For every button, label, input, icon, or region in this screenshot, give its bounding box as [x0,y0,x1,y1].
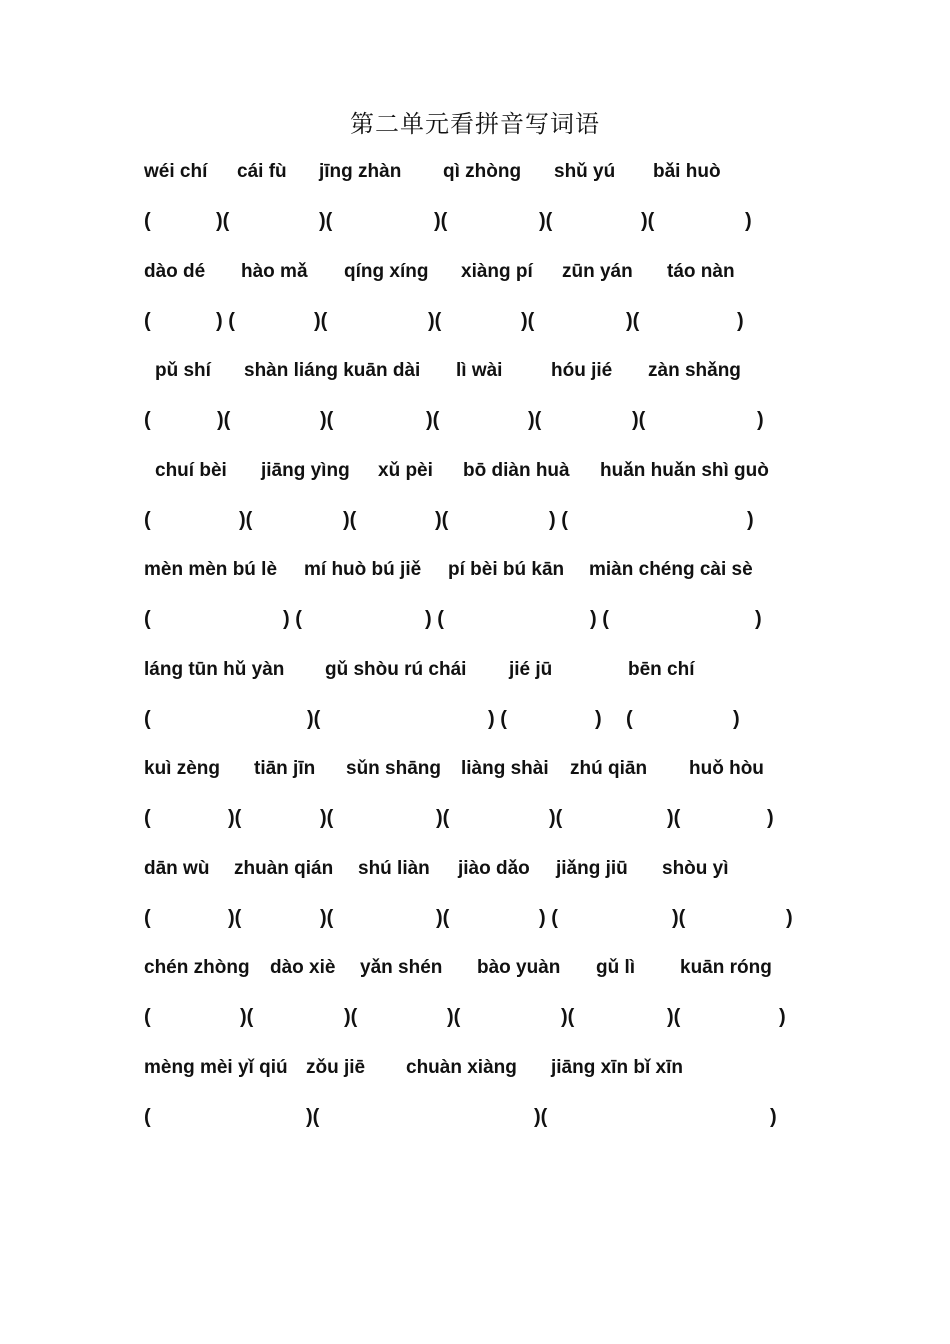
answer-parenthesis: ) ( [539,907,558,929]
answer-parenthesis: ) [755,608,762,630]
answer-parenthesis: ( [144,310,151,332]
answer-row [0,807,950,837]
pinyin-word: miàn chéng cài sè [589,559,753,580]
pinyin-word: lì wài [456,360,503,381]
pinyin-word: pǔ shí [155,360,211,381]
answer-parenthesis: ( [144,807,151,829]
answer-parenthesis: ( [144,708,151,730]
pinyin-word: shú liàn [358,858,430,879]
answer-parenthesis: ( [144,210,151,232]
answer-parenthesis: )( [549,807,563,829]
pinyin-word: chén zhòng [144,957,250,978]
pinyin-word: láng tūn hǔ yàn [144,659,285,680]
pinyin-row [0,261,950,291]
answer-parenthesis: )( [307,708,321,730]
answer-parenthesis: ( [626,708,633,730]
pinyin-word: zūn yán [562,261,633,282]
answer-parenthesis: ) ( [549,509,568,531]
answer-parenthesis: )( [667,1006,681,1028]
pinyin-word: sǔn shāng [346,758,442,779]
pinyin-word: hào mǎ [241,261,308,282]
pinyin-word: cái fù [237,161,287,182]
answer-parenthesis: )( [434,210,448,232]
answer-parenthesis: ) [737,310,744,332]
answer-parenthesis: ( [144,907,151,929]
answer-parenthesis: ) ( [283,608,302,630]
answer-parenthesis: ) ( [425,608,444,630]
pinyin-word: chuàn xiàng [406,1057,517,1078]
answer-parenthesis: )( [632,409,646,431]
answer-parenthesis: )( [320,907,334,929]
pinyin-word: jiāng yìng [261,460,350,481]
answer-row [0,210,950,240]
answer-parenthesis: )( [561,1006,575,1028]
answer-row [0,1006,950,1036]
pinyin-word: táo nàn [667,261,735,282]
pinyin-word: mèng mèi yǐ qiú [144,1057,288,1078]
pinyin-word: chuí bèi [155,460,227,481]
answer-parenthesis: ) [595,708,602,730]
answer-parenthesis: )( [240,1006,254,1028]
pinyin-word: huǎn huǎn shì guò [600,460,769,481]
answer-parenthesis: )( [521,310,535,332]
pinyin-word: bō diàn huà [463,460,570,481]
answer-parenthesis: )( [217,409,231,431]
page-title: 第二单元看拼音写词语 [350,110,600,138]
answer-parenthesis: )( [228,907,242,929]
answer-parenthesis: )( [436,807,450,829]
pinyin-word: qì zhòng [443,161,522,182]
answer-parenthesis: ) [770,1106,777,1128]
answer-parenthesis: )( [539,210,553,232]
answer-parenthesis: ) ( [488,708,507,730]
answer-row [0,708,950,738]
pinyin-word: shàn liáng kuān dài [244,360,421,381]
answer-parenthesis: )( [216,210,230,232]
answer-parenthesis: )( [320,807,334,829]
pinyin-word: pí bèi bú kān [448,559,565,580]
pinyin-word: dào dé [144,261,206,282]
pinyin-word: bào yuàn [477,957,561,978]
pinyin-row [0,360,950,390]
answer-parenthesis: )( [239,509,253,531]
pinyin-word: zàn shǎng [648,360,741,381]
pinyin-row [0,460,950,490]
answer-row [0,608,950,638]
answer-parenthesis: )( [343,509,357,531]
pinyin-row [0,858,950,888]
pinyin-word: xǔ pèi [378,460,433,481]
pinyin-word: wéi chí [144,161,208,182]
answer-parenthesis: ) [779,1006,786,1028]
answer-parenthesis: ) [757,409,764,431]
answer-parenthesis: )( [667,807,681,829]
answer-parenthesis: ( [144,608,151,630]
pinyin-word: shǔ yú [554,161,616,182]
answer-parenthesis: )( [428,310,442,332]
pinyin-word: gǔ lì [596,957,636,978]
answer-parenthesis: )( [306,1106,320,1128]
answer-parenthesis: ( [144,1006,151,1028]
pinyin-word: liàng shài [461,758,549,779]
answer-row [0,509,950,539]
pinyin-word: bēn chí [628,659,695,680]
pinyin-word: zhuàn qián [234,858,334,879]
answer-row [0,1106,950,1136]
answer-parenthesis: )( [447,1006,461,1028]
pinyin-word: jiāng xīn bǐ xīn [551,1057,683,1078]
answer-parenthesis: ) [786,907,793,929]
pinyin-word: dān wù [144,858,210,879]
pinyin-row [0,161,950,191]
answer-parenthesis: )( [436,907,450,929]
pinyin-word: shòu yì [662,858,729,879]
answer-parenthesis: )( [319,210,333,232]
answer-parenthesis: )( [626,310,640,332]
answer-parenthesis: )( [534,1106,548,1128]
pinyin-word: zhú qiān [570,758,648,779]
pinyin-row [0,758,950,788]
pinyin-word: huǒ hòu [689,758,764,779]
answer-parenthesis: ) [733,708,740,730]
pinyin-row [0,659,950,689]
answer-parenthesis: ( [144,1106,151,1128]
pinyin-word: yǎn shén [360,957,443,978]
answer-parenthesis: ) [767,807,774,829]
pinyin-word: jīng zhàn [319,161,402,182]
pinyin-row [0,1057,950,1087]
pinyin-word: qíng xíng [344,261,429,282]
answer-parenthesis: )( [435,509,449,531]
pinyin-word: gǔ shòu rú chái [325,659,467,680]
pinyin-word: zǒu jiē [306,1057,366,1078]
pinyin-word: kuì zèng [144,758,221,779]
answer-row [0,409,950,439]
pinyin-word: mèn mèn bú lè [144,559,278,580]
answer-parenthesis: )( [320,409,334,431]
pinyin-row [0,559,950,589]
pinyin-word: tiān jīn [254,758,316,779]
pinyin-word: bǎi huò [653,161,721,182]
pinyin-word: jié jū [509,659,553,680]
pinyin-word: mí huò bú jiě [304,559,422,580]
answer-parenthesis: )( [641,210,655,232]
answer-row [0,310,950,340]
answer-parenthesis: ) [745,210,752,232]
answer-parenthesis: )( [672,907,686,929]
answer-parenthesis: )( [528,409,542,431]
pinyin-word: jiào dǎo [458,858,530,879]
answer-parenthesis: )( [426,409,440,431]
pinyin-word: xiàng pí [461,261,533,282]
pinyin-word: jiǎng jiū [556,858,628,879]
pinyin-word: dào xiè [270,957,336,978]
pinyin-word: kuān róng [680,957,772,978]
answer-parenthesis: )( [314,310,328,332]
answer-parenthesis: ) ( [590,608,609,630]
answer-row [0,907,950,937]
pinyin-word: hóu jié [551,360,613,381]
answer-parenthesis: ) [747,509,754,531]
answer-parenthesis: )( [344,1006,358,1028]
answer-parenthesis: ) ( [216,310,235,332]
answer-parenthesis: ( [144,409,151,431]
answer-parenthesis: )( [228,807,242,829]
pinyin-row [0,957,950,987]
answer-parenthesis: ( [144,509,151,531]
